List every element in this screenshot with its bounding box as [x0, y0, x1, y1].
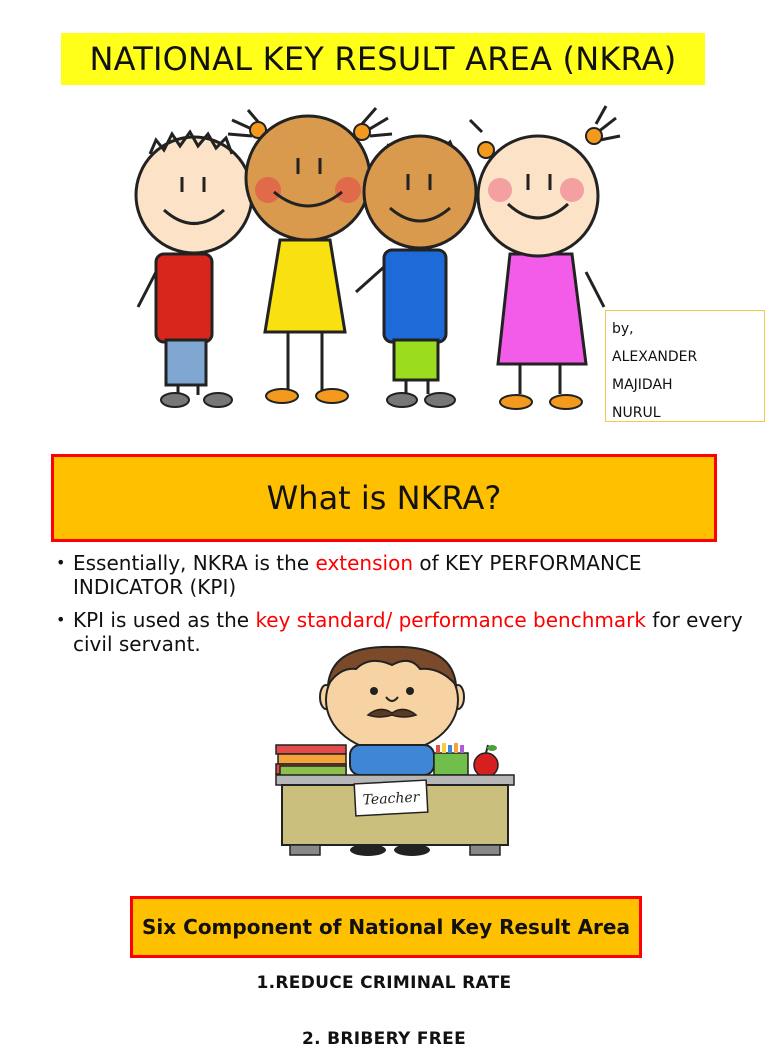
author-box	[605, 310, 765, 422]
author-name: ALEXANDER	[612, 349, 698, 365]
page-title: NATIONAL KEY RESULT AREA (NKRA)	[89, 40, 677, 78]
bullet-text: of KEY PERFORMANCE INDICATOR (KPI)	[73, 551, 642, 599]
section-heading: What is NKRA?	[266, 479, 502, 517]
children-illustration	[120, 92, 630, 422]
section-heading-box	[51, 454, 717, 542]
bullet-highlight: key standard/ performance benchmark	[255, 608, 646, 632]
bullet-text: KPI is used as the	[73, 608, 256, 632]
components-list	[0, 970, 768, 1052]
title-banner	[61, 33, 705, 85]
child-blue-shirt	[356, 136, 476, 407]
components-heading: Six Component of National Key Result Area	[142, 914, 630, 939]
teacher-sign-text: Teacher	[362, 789, 420, 809]
bullet-text: for every civil servant.	[73, 608, 743, 656]
child-yellow-dress	[228, 108, 392, 403]
child-pink-dress	[470, 106, 620, 409]
author-name: NURUL	[612, 405, 661, 421]
child-red-shirt	[136, 132, 252, 407]
component-item: 1.REDUCE CRIMINAL RATE	[256, 973, 512, 993]
component-item: 2. BRIBERY FREE	[302, 1029, 466, 1049]
teacher-illustration	[270, 645, 520, 860]
components-heading-box	[130, 896, 642, 958]
bullet-item	[56, 551, 746, 599]
author-name: MAJIDAH	[612, 377, 673, 393]
author-by-label: by,	[612, 321, 634, 337]
bullet-text: Essentially, NKRA is the	[73, 551, 316, 575]
bullet-highlight: extension	[315, 551, 413, 575]
